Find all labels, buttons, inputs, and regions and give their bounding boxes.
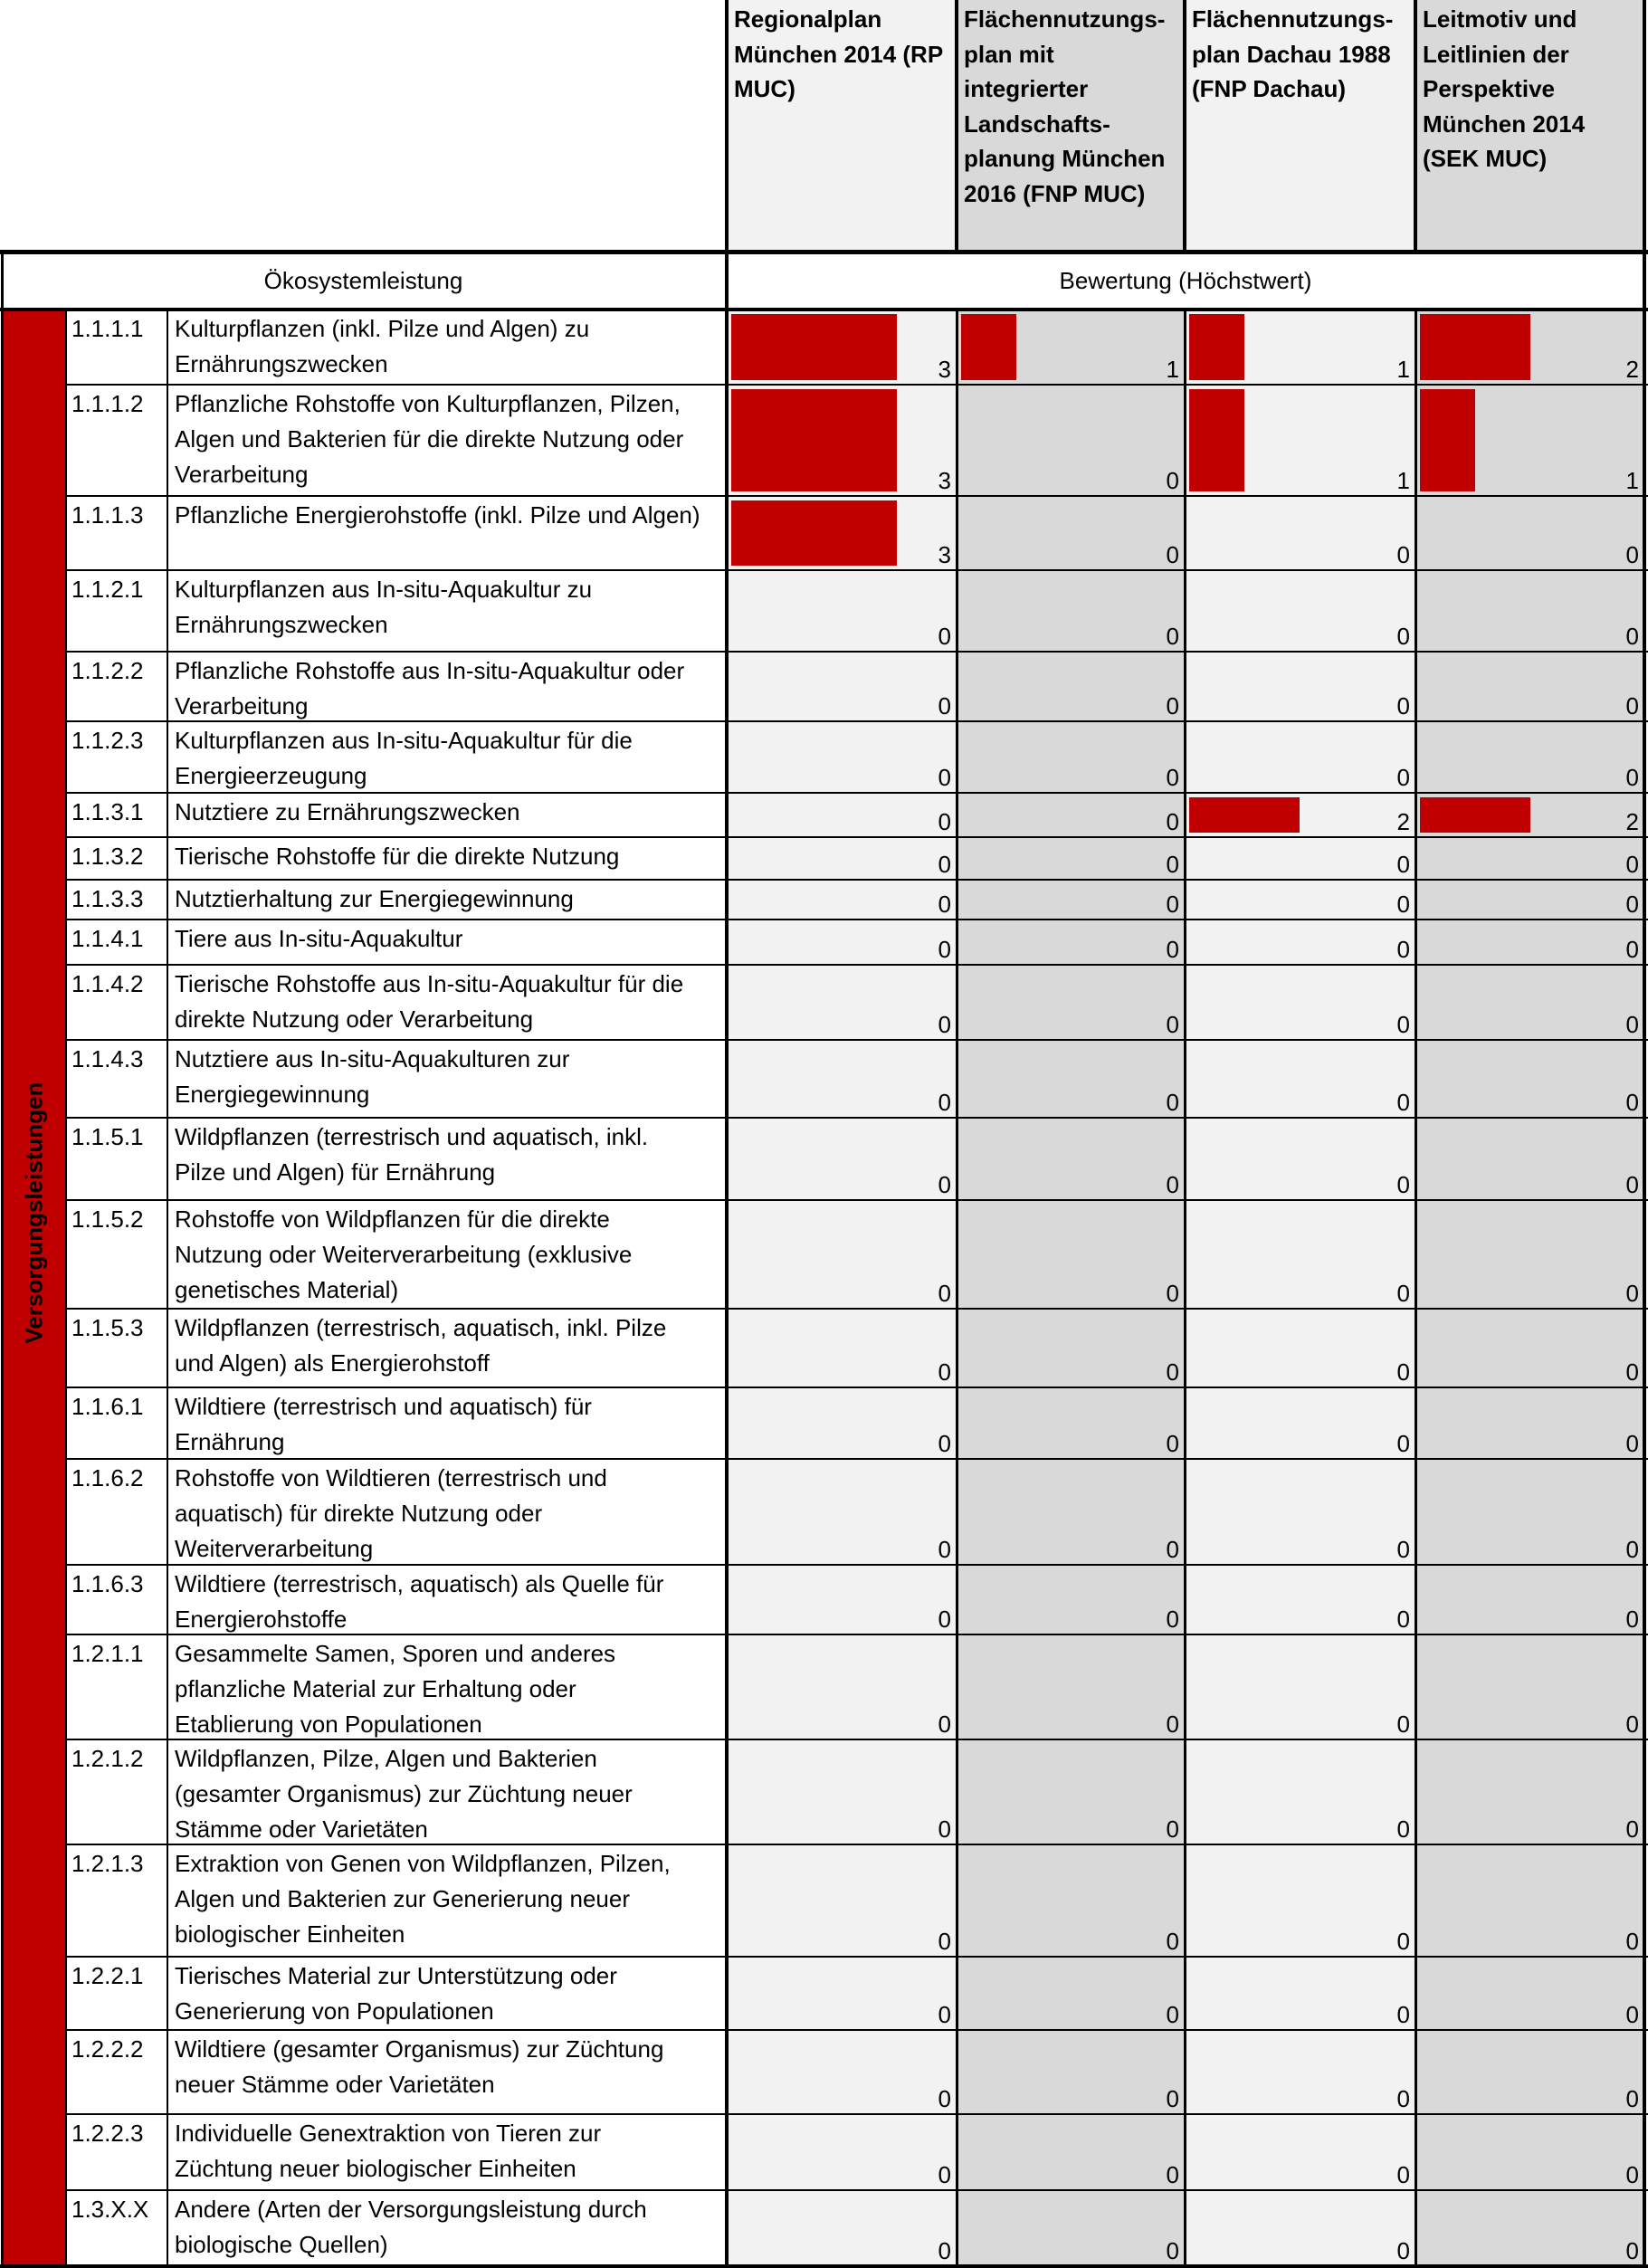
- row-code: 1.1.2.2: [71, 657, 144, 684]
- grid-line: [66, 1956, 1648, 1958]
- rating-value: 0: [1625, 692, 1639, 719]
- rating-value: 0: [938, 1430, 951, 1457]
- rating-value: 0: [1396, 692, 1410, 719]
- rating-value: 0: [938, 1606, 951, 1633]
- row-code: 1.2.2.3: [71, 2120, 144, 2147]
- rating-value: 0: [1396, 936, 1410, 963]
- grid-line: [956, 310, 958, 2266]
- row-label-line: Pflanzliche Energierohstoffe (inkl. Pilze und Algen): [175, 501, 700, 529]
- column-header-line: (FNP Dachau): [1192, 75, 1346, 102]
- rating-value: 0: [938, 936, 951, 963]
- row-label-line: neuer Stämme oder Varietäten: [175, 2071, 495, 2098]
- rating-value: 0: [1166, 764, 1179, 791]
- grid-line: [66, 836, 1648, 838]
- row-label-line: Tierische Rohstoffe aus In-situ-Aquakultur für die: [175, 970, 684, 997]
- grid-line: [1414, 0, 1417, 252]
- row-label-line: Kulturpflanzen aus In-situ-Aquakultur zu: [175, 576, 593, 603]
- rating-value: 0: [938, 1536, 951, 1563]
- grid-line: [66, 495, 1648, 497]
- row-label-line: Energieerzeugung: [175, 762, 367, 789]
- rating-value: 0: [1625, 1358, 1639, 1386]
- row-label-line: Algen und Bakterien zur Generierung neuer: [175, 1885, 630, 1912]
- row-label: [167, 1634, 727, 1739]
- rating-value: 2: [1396, 808, 1410, 835]
- row-code: 1.2.1.1: [71, 1640, 144, 1667]
- row-label-line: Wildpflanzen (terrestrisch und aquatisch, inkl.: [175, 1123, 649, 1150]
- row-label-line: Kulturpflanzen (inkl. Pilze und Algen) zu: [175, 315, 590, 342]
- row-label: [167, 1565, 727, 1634]
- row-label-line: Generierung von Populationen: [175, 1997, 494, 2025]
- column-header-line: München 2014 (RP: [734, 40, 944, 68]
- rating-value: 0: [1166, 623, 1179, 650]
- row-label-line: Stämme oder Varietäten: [175, 1815, 428, 1843]
- row-label-line: biologische Quellen): [175, 2231, 388, 2258]
- rating-value: 0: [1625, 541, 1639, 568]
- row-code: 1.1.5.1: [71, 1123, 144, 1150]
- rating-value: 0: [1396, 851, 1410, 878]
- rating-value: 0: [1166, 1606, 1179, 1633]
- rating-value: 0: [1625, 2001, 1639, 2028]
- grid-line: [66, 569, 1648, 571]
- rating-value: 0: [1166, 1928, 1179, 1955]
- row-label-line: Pflanzliche Rohstoffe aus In-situ-Aquakultur oder: [175, 657, 685, 684]
- column-header: [957, 2, 1185, 250]
- rating-value: 0: [1625, 891, 1639, 918]
- grid-line: [66, 1844, 1648, 1845]
- row-code: 1.1.1.2: [71, 390, 144, 417]
- row-label: [167, 385, 727, 496]
- row-label-line: Verarbeitung: [175, 461, 309, 488]
- rating-value: 0: [1166, 467, 1179, 494]
- row-code: 1.2.1.3: [71, 1850, 144, 1877]
- row-label-line: Nutzung oder Weiterverarbeitung (exklusive: [175, 1241, 633, 1268]
- row-label-line: Tiere aus In-situ-Aquakultur: [175, 925, 463, 952]
- rating-value: 0: [1166, 541, 1179, 568]
- row-label-line: Ernährung: [175, 1428, 285, 1455]
- row-code: 1.1.4.3: [71, 1045, 144, 1072]
- grid-line: [66, 2113, 1648, 2115]
- column-header: [727, 2, 957, 250]
- rating-value: 0: [1625, 1089, 1639, 1116]
- rating-value: 0: [1396, 1815, 1410, 1843]
- grid-line: [66, 1308, 1648, 1310]
- row-label-line: Rohstoffe von Wildpflanzen für die direkte: [175, 1205, 610, 1233]
- rating-value: 0: [1625, 1711, 1639, 1738]
- rating-value: 0: [1396, 2237, 1410, 2264]
- row-label-line: Züchtung neuer biologischer Einheiten: [175, 2155, 576, 2182]
- rating-value: 0: [1396, 1171, 1410, 1198]
- grid-line: [66, 1458, 1648, 1460]
- grid-line: [725, 0, 729, 252]
- rating-value: 0: [1396, 1928, 1410, 1955]
- rating-value: 0: [1625, 2161, 1639, 2188]
- row-label-line: Individuelle Genextraktion von Tieren zur: [175, 2120, 602, 2147]
- grid-line: [66, 1199, 1648, 1201]
- rating-value: 0: [1396, 1089, 1410, 1116]
- rating-value: 0: [1396, 1280, 1410, 1307]
- grid-line: [1643, 0, 1646, 252]
- rating-value: 0: [938, 692, 951, 719]
- grid-line: [1, 252, 4, 2266]
- row-label-line: Verarbeitung: [175, 692, 309, 719]
- row-label-line: aquatisch) für direkte Nutzung oder: [175, 1500, 543, 1527]
- row-label-line: Rohstoffe von Wildtieren (terrestrisch und: [175, 1464, 607, 1491]
- value-header-label: Bewertung (Höchstwert): [1059, 266, 1312, 294]
- row-label-line: pflanzliche Material zur Erhaltung oder: [175, 1675, 576, 1702]
- grid-line: [66, 720, 1648, 722]
- rating-value: 0: [1166, 1171, 1179, 1198]
- rating-value: 0: [1625, 764, 1639, 791]
- rating-value: 0: [1625, 936, 1639, 963]
- row-code: 1.1.2.1: [71, 576, 144, 603]
- row-label: [167, 880, 727, 920]
- grid-line: [66, 1117, 1648, 1119]
- rating-value: 0: [1396, 1711, 1410, 1738]
- grid-line: [66, 2189, 1648, 2191]
- rating-value: 0: [938, 1815, 951, 1843]
- rating-value: 0: [1625, 2085, 1639, 2112]
- rating-value: 1: [1396, 356, 1410, 383]
- row-label-line: Tierisches Material zur Unterstützung oder: [175, 1962, 617, 1989]
- row-label: [167, 570, 727, 652]
- rating-value: 0: [1625, 1011, 1639, 1038]
- rating-value: 1: [1625, 467, 1639, 494]
- row-label: [167, 2114, 727, 2190]
- row-label-line: Pilze und Algen) für Ernährung: [175, 1158, 496, 1186]
- rating-value: 0: [938, 1280, 951, 1307]
- row-label-line: Ernährungszwecken: [175, 350, 388, 377]
- rating-value: 0: [938, 2085, 951, 2112]
- grid-line: [66, 1739, 1648, 1740]
- rating-value: 0: [938, 2001, 951, 2028]
- grid-line: [66, 1564, 1648, 1566]
- row-label-line: (gesamter Organismus) zur Züchtung neuer: [175, 1780, 633, 1807]
- row-code: 1.1.3.1: [71, 798, 144, 825]
- grid-line: [66, 384, 1648, 386]
- row-label: [167, 965, 727, 1040]
- row-code: 1.1.1.1: [71, 315, 144, 342]
- rating-value: 0: [938, 1711, 951, 1738]
- rating-value: 0: [938, 891, 951, 918]
- rating-value: 0: [1166, 1358, 1179, 1386]
- row-label-line: Pflanzliche Rohstoffe von Kulturpflanzen, Pilzen,: [175, 390, 681, 417]
- row-label: [167, 1309, 727, 1387]
- row-code: 1.1.4.1: [71, 925, 144, 952]
- rating-value: 0: [1396, 623, 1410, 650]
- column-header: [1185, 2, 1415, 250]
- column-header-line: Leitmotiv und: [1423, 5, 1577, 33]
- grid-line: [66, 1039, 1648, 1041]
- rating-value: 0: [1396, 1358, 1410, 1386]
- rating-value: 0: [1396, 2161, 1410, 2188]
- row-label: [167, 1387, 727, 1459]
- rating-value: 1: [1396, 467, 1410, 494]
- rating-value: 0: [1396, 2085, 1410, 2112]
- row-label-line: Nutztiere aus In-situ-Aquakulturen zur: [175, 1045, 570, 1072]
- row-label-line: Wildpflanzen, Pilze, Algen und Bakterien: [175, 1745, 597, 1772]
- row-label-line: Ernährungszwecken: [175, 611, 388, 638]
- row-label-line: Nutztierhaltung zur Energiegewinnung: [175, 885, 574, 912]
- rating-value: 0: [1625, 1928, 1639, 1955]
- rating-value: 3: [938, 541, 951, 568]
- grid-line: [955, 0, 958, 252]
- rating-value: 0: [1166, 808, 1179, 835]
- rating-value: 0: [1396, 2001, 1410, 2028]
- row-code: 1.1.6.3: [71, 1570, 144, 1597]
- rating-value: 0: [1396, 764, 1410, 791]
- row-label-line: Wildtiere (gesamter Organismus) zur Züchtung: [175, 2035, 664, 2063]
- row-label-line: Wildtiere (terrestrisch und aquatisch) für: [175, 1393, 592, 1420]
- grid-line: [65, 310, 67, 2266]
- rating-value: 0: [938, 1089, 951, 1116]
- rating-value: 0: [1166, 851, 1179, 878]
- row-label-line: Wildtiere (terrestrisch, aquatisch) als Quelle für: [175, 1570, 664, 1597]
- rating-value: 0: [1625, 1606, 1639, 1633]
- grid-line: [725, 252, 729, 2266]
- row-label-line: Tierische Rohstoffe für die direkte Nutzung: [175, 843, 620, 870]
- grid-line: [66, 2029, 1648, 2031]
- grid-line: [66, 1634, 1648, 1635]
- column-header-line: planung München: [964, 145, 1166, 172]
- rating-value: 0: [1166, 1711, 1179, 1738]
- rating-value: 0: [1166, 1011, 1179, 1038]
- row-label-line: Gesammelte Samen, Sporen und anderes: [175, 1640, 616, 1667]
- rating-value: 0: [1625, 1815, 1639, 1843]
- rating-value: 0: [1396, 1430, 1410, 1457]
- row-label: [167, 1200, 727, 1309]
- rating-value: 0: [1625, 623, 1639, 650]
- row-code: 1.2.1.2: [71, 1745, 144, 1772]
- row-code: 1.1.4.2: [71, 970, 144, 997]
- column-header-line: plan mit: [964, 40, 1054, 68]
- rating-value: 0: [1396, 1011, 1410, 1038]
- column-header-line: plan Dachau 1988: [1192, 40, 1391, 68]
- column-header-line: Perspektive: [1423, 75, 1555, 102]
- row-code: 1.1.3.3: [71, 885, 144, 912]
- grid-line: [167, 310, 168, 2266]
- row-label-line: Extraktion von Genen von Wildpflanzen, Pilzen,: [175, 1850, 671, 1877]
- row-label: [167, 2030, 727, 2114]
- row-code: 1.1.6.2: [71, 1464, 144, 1491]
- rating-value: 0: [1166, 936, 1179, 963]
- rating-value: 0: [1396, 891, 1410, 918]
- row-label: [167, 920, 727, 965]
- column-header-line: integrierter: [964, 75, 1089, 102]
- rating-value: 2: [1625, 808, 1639, 835]
- column-header-line: Landschafts-: [964, 110, 1110, 138]
- rating-value: 0: [1166, 891, 1179, 918]
- rating-value: 0: [938, 2237, 951, 2264]
- rating-value: 0: [1166, 2237, 1179, 2264]
- row-label: [167, 310, 727, 385]
- rating-value: 3: [938, 356, 951, 383]
- row-label-line: Etablierung von Populationen: [175, 1711, 482, 1738]
- row-label: [167, 1957, 727, 2030]
- rating-value: 0: [1166, 1089, 1179, 1116]
- row-code: 1.1.3.2: [71, 843, 144, 870]
- row-label: [167, 1844, 727, 1957]
- row-label-line: Wildpflanzen (terrestrisch, aquatisch, inkl. Pilze: [175, 1314, 667, 1341]
- column-header: [1415, 2, 1644, 250]
- rating-value: 0: [938, 1358, 951, 1386]
- rating-value: 0: [938, 1171, 951, 1198]
- row-label-line: Weiterverarbeitung: [175, 1535, 374, 1562]
- row-label: [167, 652, 727, 721]
- rating-value: 0: [1625, 2237, 1639, 2264]
- row-label: [167, 496, 727, 570]
- rating-value: 0: [1166, 2001, 1179, 2028]
- grid-line: [66, 919, 1648, 920]
- rating-value: 0: [938, 764, 951, 791]
- grid-line: [0, 250, 1648, 254]
- grid-line: [66, 879, 1648, 881]
- rating-value: 0: [1166, 2161, 1179, 2188]
- column-header-line: Regionalplan: [734, 5, 882, 33]
- rating-value: 0: [1625, 1430, 1639, 1457]
- row-label: [167, 837, 727, 880]
- rating-value: 0: [1166, 1536, 1179, 1563]
- rating-value: 0: [1166, 692, 1179, 719]
- row-label-line: Algen und Bakterien für die direkte Nutzung oder: [175, 425, 684, 453]
- grid-line: [0, 2264, 1648, 2268]
- row-label-line: biologischer Einheiten: [175, 1920, 405, 1948]
- row-label: [167, 1459, 727, 1565]
- rating-value: 0: [1166, 1430, 1179, 1457]
- grid-line: [1643, 252, 1646, 2266]
- column-header-line: 2016 (FNP MUC): [964, 179, 1146, 207]
- row-label: [167, 793, 727, 837]
- rating-value: 0: [1166, 1280, 1179, 1307]
- grid-line: [66, 1387, 1648, 1388]
- row-label-line: und Algen) als Energierohstoff: [175, 1349, 490, 1377]
- category-label: Versorgungsleistungen: [20, 1082, 47, 1344]
- rating-value: 0: [1396, 541, 1410, 568]
- rating-value: 0: [938, 1011, 951, 1038]
- rating-value: 0: [1625, 1171, 1639, 1198]
- row-code: 1.1.6.1: [71, 1393, 144, 1420]
- row-label-line: Energierohstoffe: [175, 1606, 348, 1633]
- rating-value: 0: [1396, 1536, 1410, 1563]
- row-code: 1.1.1.3: [71, 501, 144, 529]
- grid-line: [0, 308, 1648, 311]
- grid-line: [1183, 0, 1186, 252]
- rating-value: 0: [1625, 1536, 1639, 1563]
- row-code: 1.1.2.3: [71, 727, 144, 754]
- rating-value: 0: [938, 851, 951, 878]
- rating-value: 0: [1625, 851, 1639, 878]
- grid-line: [1415, 310, 1417, 2266]
- rating-value: 0: [1166, 1815, 1179, 1843]
- row-code: 1.3.X.X: [71, 2196, 149, 2223]
- column-header-line: Flächennutzungs-: [964, 5, 1166, 33]
- row-label-line: genetisches Material): [175, 1276, 399, 1303]
- column-header-line: MUC): [734, 75, 795, 102]
- row-label: [167, 1739, 727, 1844]
- grid-line: [66, 792, 1648, 794]
- row-code: 1.1.5.2: [71, 1205, 144, 1233]
- rating-value: 2: [1625, 356, 1639, 383]
- row-label-line: Nutztiere zu Ernährungszwecken: [175, 798, 520, 825]
- row-label: [167, 2190, 727, 2266]
- rating-value: 3: [938, 467, 951, 494]
- row-label-line: Energiegewinnung: [175, 1081, 370, 1108]
- row-header-label: Ökosystemleistung: [263, 266, 463, 294]
- column-header-line: München 2014: [1423, 110, 1586, 138]
- rating-value: 0: [1625, 1280, 1639, 1307]
- column-header-line: (SEK MUC): [1423, 145, 1548, 172]
- row-label-line: Kulturpflanzen aus In-situ-Aquakultur für die: [175, 727, 633, 754]
- rating-value: 0: [1166, 2085, 1179, 2112]
- grid-line: [1184, 310, 1186, 2266]
- row-label-line: Andere (Arten der Versorgungsleistung durch: [175, 2196, 647, 2223]
- row-label-line: direkte Nutzung oder Verarbeitung: [175, 1005, 534, 1033]
- row-code: 1.2.2.2: [71, 2035, 144, 2063]
- grid-line: [66, 964, 1648, 966]
- rating-value: 0: [938, 2161, 951, 2188]
- column-header-line: Flächennutzungs-: [1192, 5, 1394, 33]
- row-label: [167, 1118, 727, 1200]
- rating-value: 0: [938, 1928, 951, 1955]
- rating-value: 0: [938, 623, 951, 650]
- row-code: 1.1.5.3: [71, 1314, 144, 1341]
- row-label: [167, 1040, 727, 1118]
- rating-value: 0: [1396, 1606, 1410, 1633]
- column-header-line: Leitlinien der: [1423, 40, 1569, 68]
- rating-value: 1: [1166, 356, 1179, 383]
- row-label: [167, 721, 727, 793]
- grid-line: [66, 651, 1648, 653]
- rating-value: 0: [938, 808, 951, 835]
- row-code: 1.2.2.1: [71, 1962, 144, 1989]
